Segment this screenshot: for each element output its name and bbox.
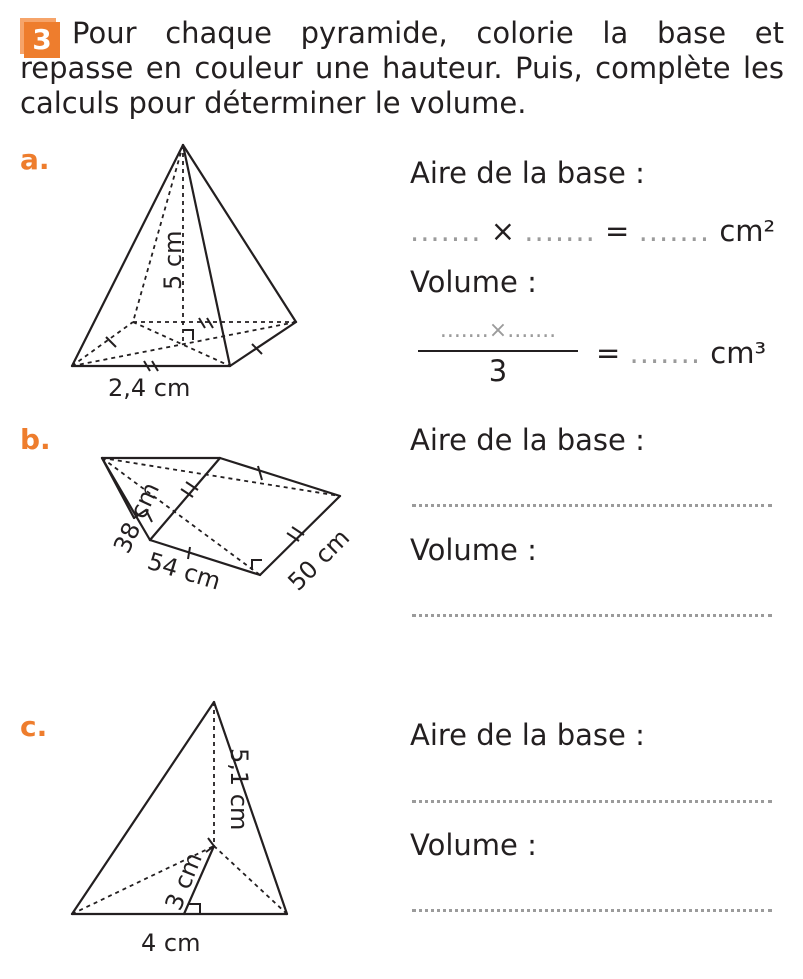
a-volume-equals: =	[596, 336, 621, 370]
a-times-sign: ×	[490, 214, 516, 248]
a-area-calc	[410, 214, 775, 248]
b-base-area-label: Aire de la base :	[410, 423, 645, 457]
a-fraction-bar	[418, 350, 578, 352]
a-volume-label: Volume :	[410, 265, 537, 299]
base-c-label: 4 cm	[141, 929, 201, 957]
part-a-label: a.	[20, 143, 50, 176]
part-b-label: b.	[20, 423, 51, 456]
b-base-area-answer-line[interactable]	[412, 504, 772, 507]
a-numerator-blanks[interactable]: .......×.......	[439, 318, 557, 343]
dim-b1-label: 38 cm	[108, 477, 166, 558]
a-base-area-label: Aire de la base :	[410, 156, 645, 190]
side-a-label: 2,4 cm	[108, 374, 191, 402]
a-volume-blank[interactable]: .......	[629, 336, 702, 370]
height-a-label: 5 cm	[159, 230, 187, 290]
a-denominator: 3	[488, 354, 508, 388]
instruction: Pour chaque pyramide, colorie la base et repasse en couleur une hauteur. Puis, complète les calculs pour déterminer le volume.	[20, 16, 784, 120]
a-area-blank-3[interactable]: .......	[638, 214, 711, 248]
dim-b2-label: 54 cm	[144, 546, 224, 596]
base-height-c-label: 3 cm	[159, 848, 208, 915]
a-area-blank-2[interactable]: .......	[524, 214, 596, 248]
b-volume-label: Volume :	[410, 533, 537, 567]
a-volume-numerator	[418, 318, 578, 343]
dim-b3-label: 50 cm	[282, 523, 356, 597]
part-c-label: c.	[20, 710, 48, 743]
a-volume-result	[596, 336, 766, 370]
a-volume-unit: cm³	[710, 336, 767, 370]
a-area-unit: cm²	[719, 214, 776, 248]
a-area-blank-1[interactable]: .......	[410, 214, 482, 248]
c-volume-label: Volume :	[410, 828, 537, 862]
a-equals-sign: =	[605, 214, 630, 248]
c-base-area-label: Aire de la base :	[410, 718, 645, 752]
exercise-number: 3	[24, 22, 60, 58]
c-volume-answer-line[interactable]	[412, 909, 772, 912]
b-volume-answer-line[interactable]	[412, 614, 772, 617]
height-c-label: 5,1 cm	[225, 748, 253, 831]
c-base-area-answer-line[interactable]	[412, 800, 772, 803]
